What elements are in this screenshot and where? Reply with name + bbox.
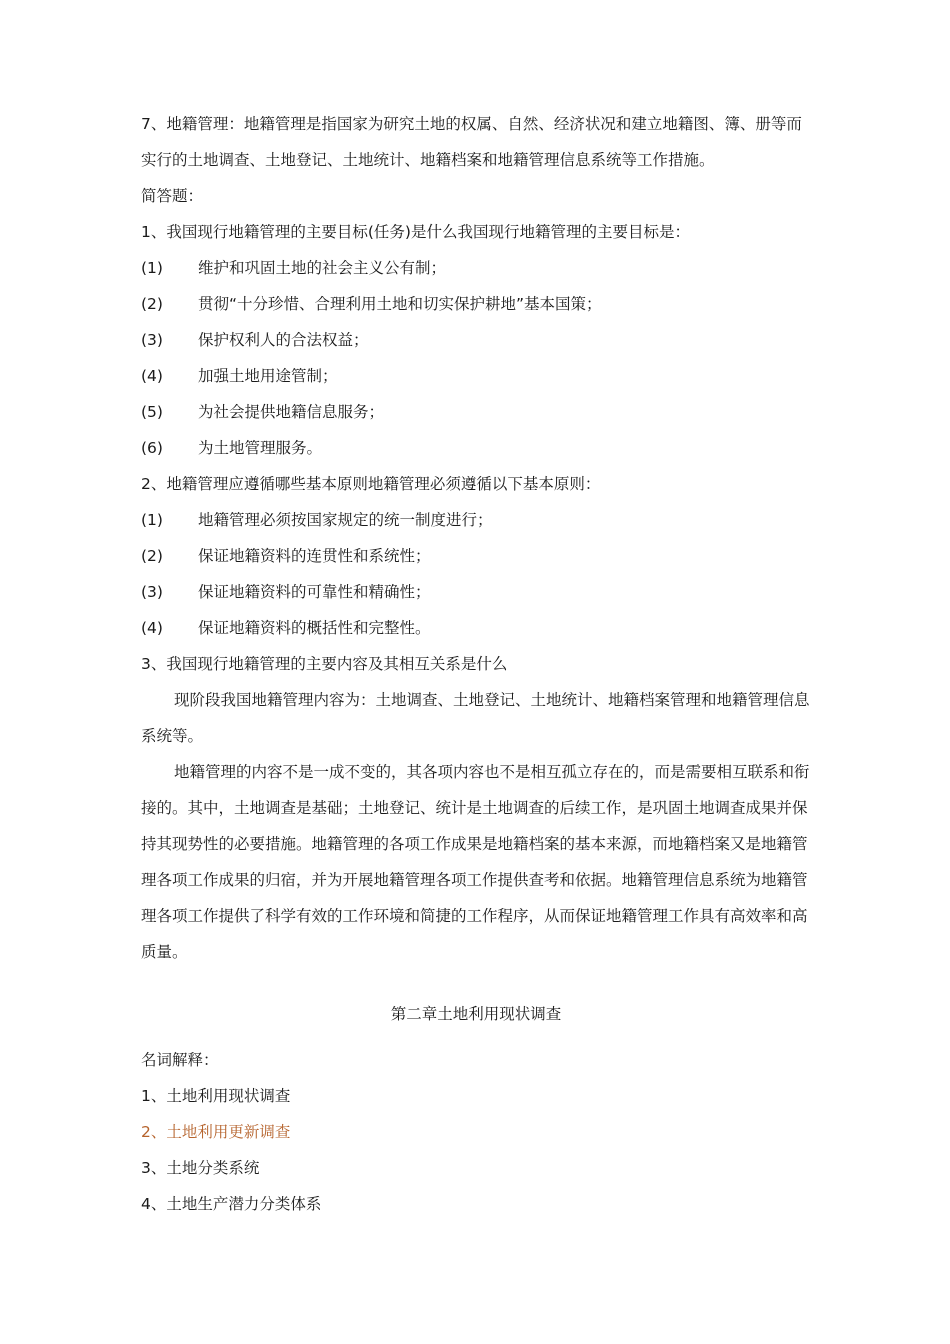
list-number: (6): [141, 439, 163, 457]
list-number: (4): [141, 367, 163, 385]
q1-list-item: [141, 322, 811, 358]
list-text: 为社会提供地籍信息服务；: [198, 403, 385, 421]
question-3-paragraph-1: 现阶段我国地籍管理内容为：土地调查、土地登记、土地统计、地籍档案管理和地籍管理信息系统等。: [141, 691, 810, 745]
question-3-paragraph-2: 地籍管理的内容不是一成不变的，其各项内容也不是相互孤立存在的，而是需要相互联系和衔接的。其中，土地调查是基础；土地登记、统计是土地调查的后续工作，是巩固土地调查成果并保持其现势性的必要措施。地籍管理的各项工作成果是地籍档案的基本来源，而地籍档案又是地籍管理各项工作成果的归宿，并为开展地籍管理各项工作提供查考和依据。地籍管理信息系统为地籍管理各项工作提供了科学有效的工作环境和简捷的工作程序，从而保证地籍管理工作具有高效率和高质量。: [141, 763, 810, 961]
definition-item-7: 7、地籍管理：地籍管理是指国家为研究土地的权属、自然、经济状况和建立地籍图、簿、册等而实行的土地调查、土地登记、土地统计、地籍档案和地籍管理信息系统等工作措施。: [141, 115, 802, 169]
q1-list-item: [141, 358, 811, 394]
document-body: [141, 106, 811, 1222]
term-item: 4、土地生产潜力分类体系: [141, 1195, 322, 1213]
list-number: (3): [141, 583, 163, 601]
list-number: (2): [141, 547, 163, 565]
short-answer-heading: 简答题：: [141, 187, 204, 205]
q2-list-item: [141, 574, 811, 610]
list-number: (2): [141, 295, 163, 313]
term-item: 1、土地利用现状调查: [141, 1087, 291, 1105]
q2-list-item: [141, 502, 811, 538]
list-text: 保证地籍资料的概括性和完整性。: [198, 619, 431, 637]
terms-heading: 名词解释：: [141, 1051, 219, 1069]
q1-list-item: [141, 250, 811, 286]
list-text: 为土地管理服务。: [198, 439, 323, 457]
spacer: [141, 1032, 811, 1042]
question-3-title: 3、我国现行地籍管理的主要内容及其相互关系是什么: [141, 655, 508, 673]
q1-list-item: [141, 394, 811, 430]
q1-list-item: [141, 430, 811, 466]
q2-list-item: [141, 538, 811, 574]
list-text: 保证地籍资料的可靠性和精确性；: [198, 583, 431, 601]
q1-list-item: [141, 286, 811, 322]
list-text: 加强土地用途管制；: [198, 367, 338, 385]
list-text: 维护和巩固土地的社会主义公有制；: [198, 259, 447, 277]
q2-list-item: [141, 610, 811, 646]
list-number: (1): [141, 259, 163, 277]
question-2-title: 2、地籍管理应遵循哪些基本原则地籍管理必须遵循以下基本原则：: [141, 475, 601, 493]
list-text: 贯彻“十分珍惜、合理利用土地和切实保护耕地”基本国策；: [198, 295, 602, 313]
list-number: (5): [141, 403, 163, 421]
spacer: [141, 970, 811, 996]
list-number: (3): [141, 331, 163, 349]
term-item-highlighted: 2、土地利用更新调查: [141, 1123, 291, 1141]
list-number: (1): [141, 511, 163, 529]
question-1-title: 1、我国现行地籍管理的主要目标(任务)是什么我国现行地籍管理的主要目标是：: [141, 223, 690, 241]
list-text: 地籍管理必须按国家规定的统一制度进行；: [198, 511, 493, 529]
term-item: 3、土地分类系统: [141, 1159, 260, 1177]
list-number: (4): [141, 619, 163, 637]
list-text: 保护权利人的合法权益；: [198, 331, 369, 349]
chapter-title: 第二章土地利用现状调查: [390, 1005, 562, 1023]
list-text: 保证地籍资料的连贯性和系统性；: [198, 547, 431, 565]
